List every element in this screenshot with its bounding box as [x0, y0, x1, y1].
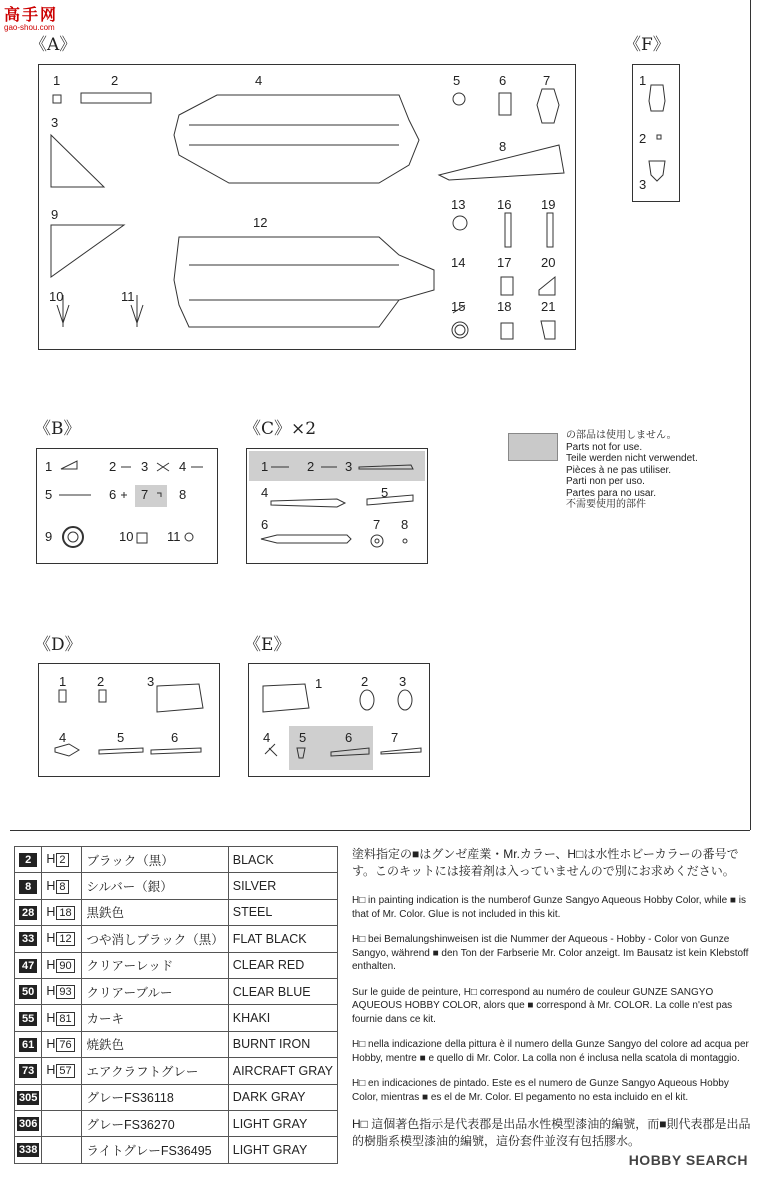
mr-color-cell — [15, 873, 42, 899]
color-name-jp: グレーFS36270 — [82, 1110, 228, 1136]
part-number: 4 — [59, 730, 67, 745]
color-row — [15, 1110, 338, 1136]
color-name-jp: グレーFS36118 — [82, 1084, 228, 1110]
sprue-b-frame — [36, 448, 218, 564]
hobby-color-number: 90 — [56, 959, 74, 973]
part-number: 11 — [121, 289, 135, 304]
part-number: 8 — [499, 139, 507, 154]
color-row — [15, 847, 338, 873]
mr-color-number: 338 — [19, 1144, 38, 1157]
mr-color-number: 306 — [19, 1118, 38, 1131]
hobby-color-number: 76 — [56, 1038, 74, 1052]
color-name-en: STEEL — [228, 899, 337, 925]
part-number: 2 — [97, 674, 105, 689]
part-number: 5 — [45, 487, 53, 502]
part-number: 2 — [639, 131, 647, 146]
section-b-label: 《B》 — [34, 419, 81, 439]
hobby-color-cell: H 18 — [42, 899, 82, 925]
part-number: 9 — [45, 529, 53, 544]
part-number: 2 — [307, 459, 315, 474]
part-number: 1 — [45, 459, 53, 474]
part-number: 11 — [167, 529, 181, 544]
section-a-label: 《A》 — [30, 35, 77, 55]
color-name-jp: クリアーレッド — [82, 952, 228, 978]
part-number: 5 — [117, 730, 125, 745]
part-a5-shape — [453, 93, 465, 105]
part-a20-shape — [539, 277, 555, 295]
color-row — [15, 978, 338, 1004]
part-number: 3 — [147, 674, 155, 689]
mr-color-number: 28 — [19, 906, 37, 920]
part-number: 7 — [141, 487, 149, 502]
hobby-color-number: 93 — [56, 985, 74, 999]
hobby-color-cell — [42, 1137, 82, 1163]
mr-color-cell — [15, 1031, 42, 1057]
part-number: 1 — [639, 73, 647, 88]
hobby-color-cell: H 90 — [42, 952, 82, 978]
part-number: 1 — [261, 459, 269, 474]
part-number: 5 — [453, 73, 461, 88]
part-a1-shape — [53, 95, 61, 103]
part-number: 2 — [361, 674, 369, 689]
part-number: 4 — [261, 485, 269, 500]
part-number: 1 — [59, 674, 67, 689]
color-row — [15, 1005, 338, 1031]
part-a12-shape — [174, 237, 434, 327]
part-a6-shape — [499, 93, 511, 115]
color-name-jp: 焼鉄色 — [82, 1031, 228, 1057]
section-d-label: 《D》 — [34, 635, 82, 655]
sprue-f-frame — [632, 64, 680, 202]
legend-line: Parti non per uso. — [566, 476, 645, 487]
mr-color-number: 50 — [19, 985, 37, 999]
legend-line: Partes para no usar. — [566, 487, 657, 499]
color-name-en: BLACK — [228, 847, 337, 873]
part-number: 18 — [497, 299, 512, 314]
mr-color-cell — [15, 1058, 42, 1084]
note-italian: H□ nella indicazione della pittura è il numero della Gunze Sangyo del colore ad acqua per Hobby, mentre ■ e quello di Mr. Color. La colla non é inclusa nella scatola di montaggio. — [352, 1039, 749, 1064]
part-number: 12 — [253, 215, 268, 230]
mr-color-number: 55 — [19, 1012, 37, 1026]
part-number: 19 — [541, 197, 556, 212]
part-number: 10 — [119, 529, 134, 544]
part-number: 6 — [109, 487, 117, 502]
site-logo — [4, 2, 58, 32]
hobby-color-cell: H 76 — [42, 1031, 82, 1057]
sprue-a-frame — [38, 64, 576, 350]
hobby-color-cell — [42, 1084, 82, 1110]
part-a2-shape — [81, 93, 151, 103]
mr-color-number: 305 — [19, 1091, 38, 1104]
part-number: 17 — [497, 255, 512, 270]
part-number: 13 — [451, 197, 466, 212]
part-number: 5 — [381, 485, 389, 500]
logo-text: 高手网 — [4, 7, 59, 24]
part-number: 8 — [179, 487, 187, 502]
color-name-jp: ブラック（黒） — [82, 847, 228, 873]
part-number: 3 — [399, 674, 407, 689]
color-name-jp: つや消しブラック（黒） — [82, 926, 228, 952]
color-name-en: AIRCRAFT GRAY — [228, 1058, 337, 1084]
part-number: 10 — [49, 289, 64, 304]
part-f3-shape — [649, 161, 665, 181]
part-a13-shape — [453, 216, 467, 230]
watermark: HOBBY SEARCH — [628, 1152, 748, 1168]
note-english: H□ in painting indication is the numberof Gunze Sangyo Aqueous Hobby Color, while ■ is that of Mr. Color. Glue is not included in this kit. — [352, 895, 746, 920]
color-name-jp: シルバー（銀） — [82, 873, 228, 899]
color-name-en: DARK GRAY — [228, 1084, 337, 1110]
hobby-color-number: 81 — [56, 1012, 74, 1026]
sprue-a-drawing — [39, 65, 575, 349]
part-number: 3 — [345, 459, 353, 474]
part-a4-shape — [174, 95, 419, 183]
hobby-color-number: 57 — [56, 1064, 74, 1078]
legend-line: の部品は使用しません。 — [566, 430, 677, 441]
color-name-en: BURNT IRON — [228, 1031, 337, 1057]
part-number: 9 — [51, 207, 59, 222]
part-number: 5 — [299, 730, 307, 745]
part-a17-shape — [501, 277, 513, 295]
part-number: 20 — [541, 255, 556, 270]
color-name-jp: カーキ — [82, 1005, 228, 1031]
mr-color-number: 47 — [19, 959, 37, 973]
part-number: 6 — [499, 73, 507, 88]
part-a3-shape — [51, 135, 104, 187]
hobby-color-number: 8 — [56, 880, 68, 894]
part-a21-shape — [541, 321, 555, 339]
hobby-color-number: 12 — [56, 932, 74, 946]
hobby-color-cell — [42, 1110, 82, 1136]
color-name-en: CLEAR BLUE — [228, 978, 337, 1004]
legend-line: Teile werden nicht verwendet. — [566, 453, 698, 464]
part-f2-shape — [657, 135, 661, 139]
part-number: 21 — [541, 299, 556, 314]
part-a16-shape — [505, 213, 511, 247]
color-row — [15, 873, 338, 899]
color-name-en: KHAKI — [228, 1005, 337, 1031]
section-f-label: 《F》 — [624, 35, 670, 55]
sprue-d-frame — [38, 663, 220, 777]
part-number: 6 — [345, 730, 353, 745]
section-e-label: 《E》 — [244, 635, 291, 655]
color-row — [15, 1137, 338, 1163]
color-row — [15, 899, 338, 925]
color-name-en: SILVER — [228, 873, 337, 899]
color-row — [15, 1031, 338, 1057]
hobby-color-cell: H 2 — [42, 847, 82, 873]
hobby-color-number: 18 — [56, 906, 74, 920]
sprue-b-drawing — [37, 449, 217, 563]
color-name-jp: エアクラフトグレー — [82, 1058, 228, 1084]
hobby-color-number: 2 — [56, 853, 68, 867]
section-c-label: 《C》×2 — [244, 419, 317, 439]
part-a18-shape — [501, 323, 513, 339]
sprue-c-frame — [246, 448, 428, 564]
mr-color-cell — [15, 1005, 42, 1031]
part-number: 1 — [315, 676, 323, 691]
part-a15-shape — [452, 322, 468, 338]
part-number: 7 — [391, 730, 399, 745]
part-a9-shape — [51, 225, 124, 277]
part-number: 7 — [373, 517, 381, 532]
mr-color-cell — [15, 847, 42, 873]
legend-line: Pièces à ne pas utiliser. — [566, 464, 672, 476]
color-row — [15, 1084, 338, 1110]
part-number: 6 — [261, 517, 269, 532]
hobby-color-cell: H 8 — [42, 873, 82, 899]
part-number: 4 — [255, 73, 263, 88]
mr-color-cell — [15, 978, 42, 1004]
paint-color-table — [14, 846, 338, 1164]
paint-notes — [352, 846, 752, 1150]
part-number: 4 — [179, 459, 187, 474]
part-number: 2 — [111, 73, 119, 88]
part-number: 3 — [51, 115, 59, 130]
hobby-color-cell: H 12 — [42, 926, 82, 952]
part-number: 7 — [543, 73, 551, 88]
sprue-c-drawing — [247, 449, 427, 563]
color-row — [15, 952, 338, 978]
mr-color-cell — [15, 899, 42, 925]
hobby-color-cell: H 81 — [42, 1005, 82, 1031]
note-chinese: H□ 這個著色指示是代表郡是出品水性模型漆油的編號，而■則代表郡是出品的樹脂系模型漆油的編號，這份套件並沒有包括膠水。 — [352, 1117, 751, 1148]
mr-color-cell — [15, 926, 42, 952]
part-number: 15 — [451, 299, 466, 314]
hobby-color-cell: H 93 — [42, 978, 82, 1004]
part-number: 1 — [53, 73, 61, 88]
color-row — [15, 926, 338, 952]
part-number: 14 — [451, 255, 466, 270]
color-name-en: LIGHT GRAY — [228, 1137, 337, 1163]
part-number: 8 — [401, 517, 409, 532]
note-french: Sur le guide de peinture, H□ correspond au numéro de couleur GUNZE SANGYO AQUEOUS HOBBY COLOR, alors que ■ correspond à Mr. COLOR. La colle n'est pas fournie dans ce kit. — [352, 986, 733, 1025]
color-name-en: CLEAR RED — [228, 952, 337, 978]
legend-line: 不需要使用的部件 — [566, 499, 646, 510]
part-number: 2 — [109, 459, 117, 474]
mr-color-cell — [15, 952, 42, 978]
mr-color-number: 2 — [19, 853, 37, 867]
mr-color-cell — [15, 1110, 42, 1136]
part-f1-shape — [649, 85, 665, 111]
mr-color-number: 61 — [19, 1038, 37, 1052]
unused-parts-legend-swatch — [508, 433, 558, 461]
mr-color-number: 73 — [19, 1064, 37, 1078]
mr-color-cell — [15, 1084, 42, 1110]
mr-color-cell — [15, 1137, 42, 1163]
mr-color-number: 33 — [19, 932, 37, 946]
note-japanese: 塗料指定の■はグンゼ産業・Mr.カラー、H□は水性ホビーカラーの番号です。このキットには接着剤は入っていませんので別にお求めください。 — [352, 847, 739, 878]
part-number: 4 — [263, 730, 271, 745]
logo-sub: gao-shou.com — [4, 23, 55, 32]
note-spanish: H□ en indicaciones de pintado. Este es el numero de Gunze Sangyo Aqueous Hobby Color, mientras ■ es el de Mr. Color. El pegamento no esta incluido en el kit. — [352, 1078, 729, 1103]
hobby-color-cell: H 57 — [42, 1058, 82, 1084]
sprue-e-frame — [248, 663, 430, 777]
color-row — [15, 1058, 338, 1084]
page-border-right — [750, 0, 751, 830]
page-border-bottom — [10, 830, 750, 831]
color-name-jp: 黒鉄色 — [82, 899, 228, 925]
unused-parts-legend — [566, 430, 698, 511]
part-number: 6 — [171, 730, 179, 745]
color-name-en: LIGHT GRAY — [228, 1110, 337, 1136]
part-number: 3 — [141, 459, 149, 474]
color-name-jp: クリアーブルー — [82, 978, 228, 1004]
legend-line: Parts not for use. — [566, 441, 643, 453]
color-name-jp: ライトグレーFS36495 — [82, 1137, 228, 1163]
part-number: 16 — [497, 197, 512, 212]
part-number: 3 — [639, 177, 647, 192]
note-german: H□ bei Bemalungshinweisen ist die Nummer der Aqueous - Hobby - Color von Gunze Sangyo, während ■ den Ton der Farbserie Mr. Color anzeigt. Im Bausatz ist kein Klebstoff enthalten. — [352, 934, 749, 972]
mr-color-number: 8 — [19, 880, 37, 894]
part-a7-shape — [537, 89, 559, 123]
color-name-en: FLAT BLACK — [228, 926, 337, 952]
part-a19-shape — [547, 213, 553, 247]
